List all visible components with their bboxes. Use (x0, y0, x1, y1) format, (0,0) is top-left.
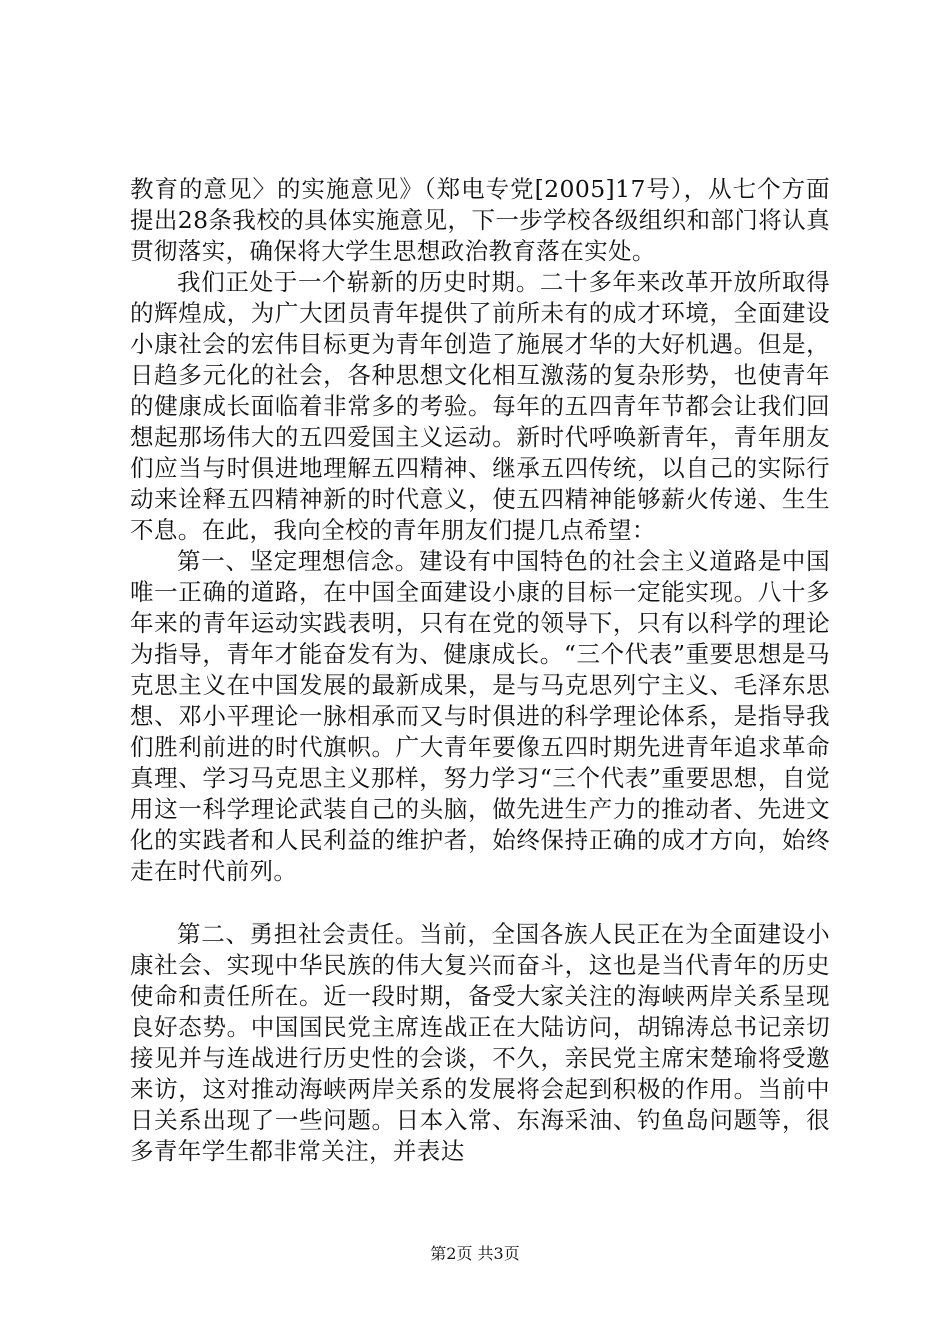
paragraph-2: 我们正处于一个崭新的历史时期。二十多年来改革开放所取得的辉煌成，为广大团员青年提供了前所未有的成才环境，全面建设小康社会的宏伟目标更为青年创造了施展才华的大好机遇。但是，日趋多元化的社会，各种思想文化相互激荡的复杂形势，也使青年的健康成长面临着非常多的考验。每年的五四青年节都会让我们回想起那场伟大的五四爱国主义运动。新时代呼唤新青年，青年朋友们应当与时俱进地理解五四精神、继承五四传统，以自己的实际行动来诠释五四精神新的时代意义，使五四精神能够薪火传递、生生不息。在此，我向全校的青年朋友们提几点希望： (130, 268, 830, 544)
paragraph-1: 教育的意见〉的实施意见》（郑电专党[2005]17号），从七个方面提出28条我校的具体实施意见，下一步学校各级组织和部门将认真贯彻落实，确保将大学生思想政治教育落在实处。 (130, 175, 830, 265)
page-number-footer: 第2页 共3页 (430, 1244, 520, 1263)
document-body (130, 174, 830, 1167)
paragraph-3: 第一、坚定理想信念。建设有中国特色的社会主义道路是中国唯一正确的道路，在中国全面建设小康的目标一定能实现。八十多年来的青年运动实践表明，只有在党的领导下，只有以科学的理论为指导，青年才能奋发有为、健康成长。“三个代表”重要思想是马克思主义在中国发展的最新成果，是与马克思列宁主义、毛泽东思想、邓小平理论一脉相承而又与时俱进的科学理论体系，是指导我们胜利前进的时代旗帜。广大青年要像五四时期先进青年追求革命真理、学习马克思主义那样，努力学习“三个代表”重要思想，自觉用这一科学理论武装自己的头脑，做先进生产力的推动者、先进文化的实践者和人民利益的维护者，始终保持正确的成才方向，始终走在时代前列。 (130, 547, 830, 885)
paragraph-4: 第二、勇担社会责任。当前，全国各族人民正在为全面建设小康社会、实现中华民族的伟大复兴而奋斗，这也是当代青年的历史使命和责任所在。近一段时期，备受大家关注的海峡两岸关系呈现良好态势。中国国民党主席连战正在大陆访问，胡锦涛总书记亲切接见并与连战进行历史性的会谈，不久，亲民党主席宋楚瑜将受邀来访，这对推动海峡两岸关系的发展将会起到积极的作用。当前中日关系出现了一些问题。日本入常、东海采油、钓鱼岛问题等，很多青年学生都非常关注，并表达 (130, 920, 830, 1165)
paragraph-spacer (130, 887, 830, 919)
